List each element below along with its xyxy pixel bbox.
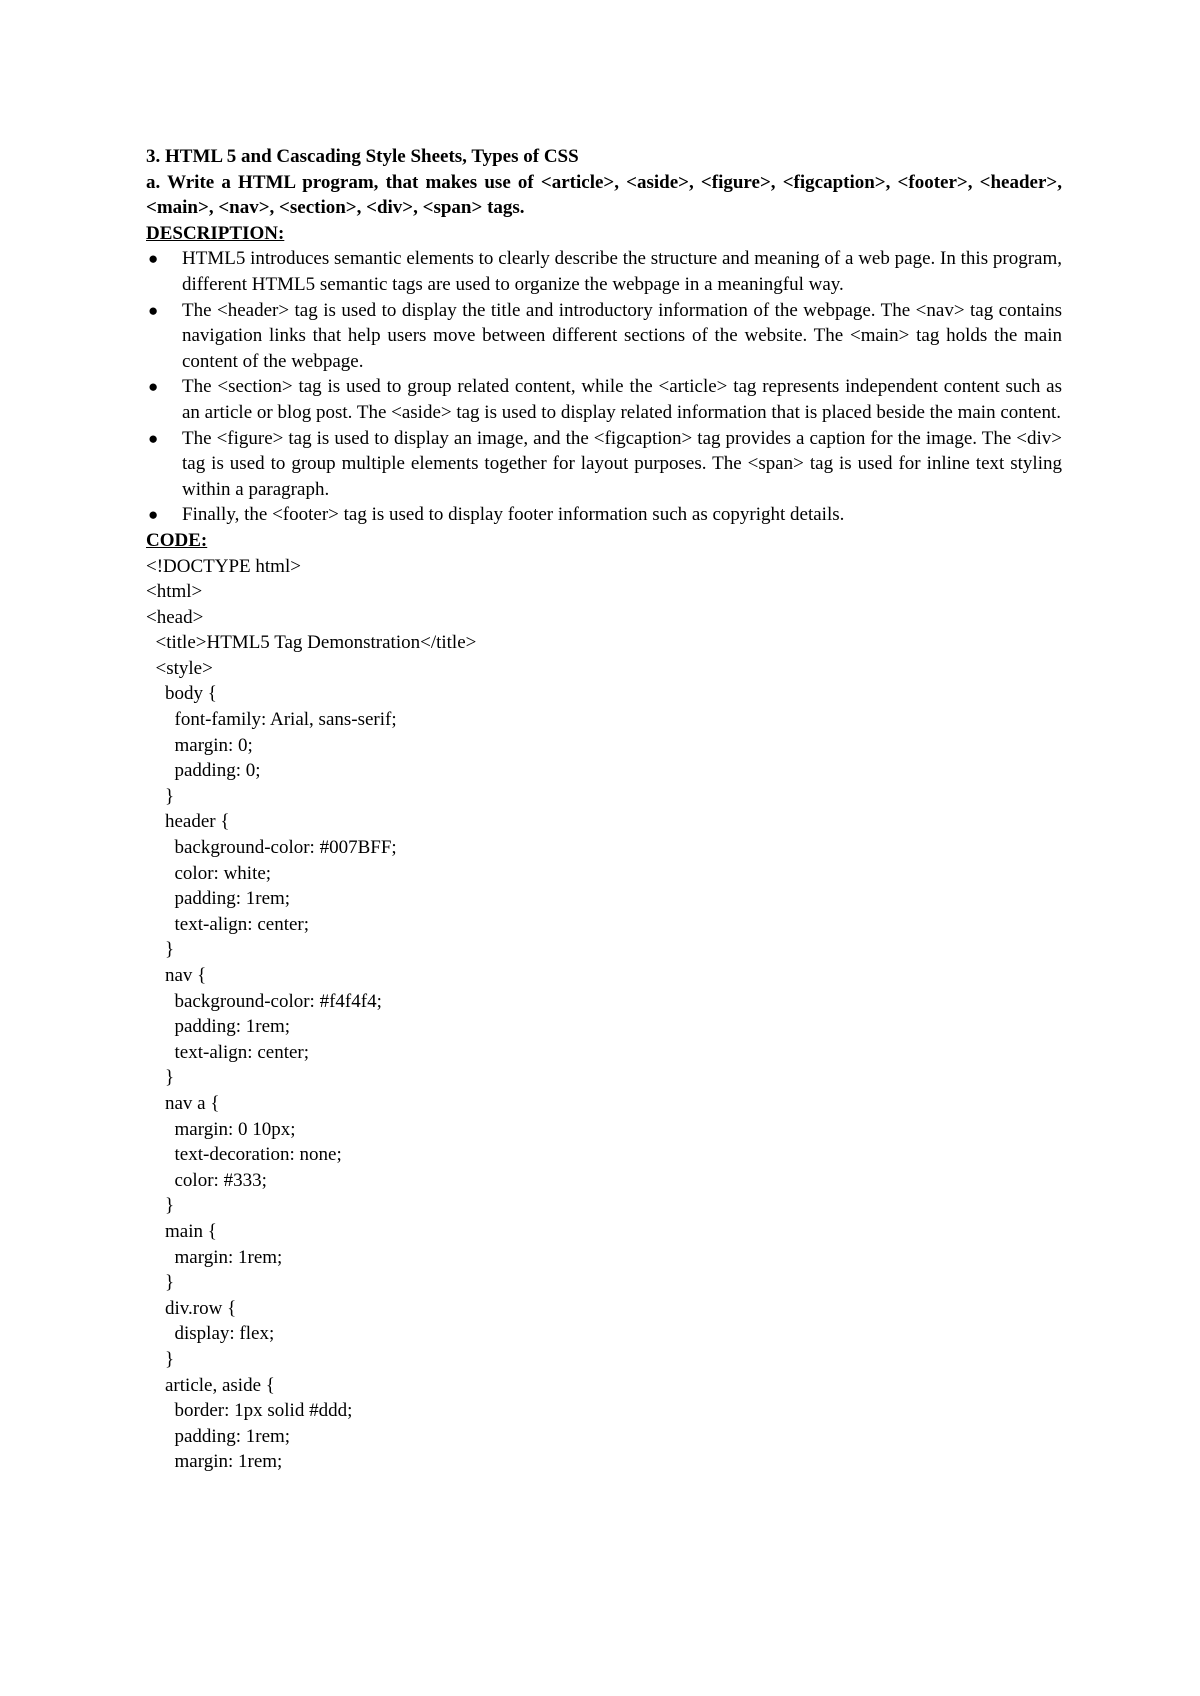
code-line: margin: 1rem; xyxy=(146,1246,283,1268)
list-item xyxy=(146,246,1062,297)
code-line: color: white; xyxy=(146,862,272,884)
code-line: color: #333; xyxy=(146,1169,267,1191)
list-item xyxy=(146,502,1062,528)
list-item-text: The <figure> tag is used to display an image, and the <figcaption> tag provides a caption for the image. The <div> tag is used to group multiple elements together for layout purposes. The <span> tag is used for inline text styling within a paragraph. xyxy=(182,427,1062,500)
code-line: } xyxy=(146,939,175,961)
code-line: background-color: #f4f4f4; xyxy=(146,990,382,1012)
code-line: text-align: center; xyxy=(146,913,310,935)
code-line: margin: 0; xyxy=(146,734,253,756)
list-item-text: HTML5 introduces semantic elements to clearly describe the structure and meaning of a web page. In this program, different HTML5 semantic tags are used to organize the webpage in a meaningful way. xyxy=(182,248,1062,295)
code-line: <style> xyxy=(146,657,213,679)
code-line: nav { xyxy=(146,965,207,986)
bullet-icon: ● xyxy=(148,505,159,525)
code-line: body { xyxy=(146,683,217,705)
code-line: background-color: #007BFF; xyxy=(146,837,397,859)
code-line: padding: 1rem; xyxy=(146,1425,291,1447)
code-line: margin: 0 10px; xyxy=(146,1118,296,1140)
list-item-text: The <section> tag is used to group related content, while the <article> tag represents independent content such as an article or blog post. The <aside> tag is used to display related information that is placed beside the main content. xyxy=(182,376,1062,423)
description-heading: DESCRIPTION: xyxy=(146,222,285,244)
code-line: <title>HTML5 Tag Demonstration</title> xyxy=(146,632,477,654)
list-item xyxy=(146,374,1062,425)
code-line: div.row { xyxy=(146,1297,237,1319)
list-item-text: The <header> tag is used to display the title and introductory information of the webpage. The <nav> tag contains navigation links that help users move between different sections of the website. The <main> tag holds the main content of the webpage. xyxy=(182,299,1062,372)
code-line: } xyxy=(146,1067,175,1089)
code-line: margin: 1rem; xyxy=(146,1451,283,1473)
list-item xyxy=(146,298,1062,375)
code-block xyxy=(146,554,1062,1475)
code-line: } xyxy=(146,1272,175,1294)
code-line: padding: 1rem; xyxy=(146,888,291,910)
code-line: text-align: center; xyxy=(146,1041,310,1063)
code-line: text-decoration: none; xyxy=(146,1144,342,1166)
code-line: header { xyxy=(146,811,230,833)
task-statement: a. Write a HTML program, that makes use of <article>, <aside>, <figure>, <figcaption>, <footer>, <header>, <main>, <nav>, <section>, <div>, <span> tags. xyxy=(146,171,1062,219)
code-line: font-family: Arial, sans-serif; xyxy=(146,709,397,731)
document-page xyxy=(146,144,1062,1475)
bullet-icon: ● xyxy=(148,249,159,269)
code-line: article, aside { xyxy=(146,1374,275,1396)
code-heading: CODE: xyxy=(146,529,208,551)
code-line: padding: 1rem; xyxy=(146,1016,291,1038)
code-line: } xyxy=(146,785,175,807)
list-item xyxy=(146,426,1062,503)
code-line: border: 1px solid #ddd; xyxy=(146,1400,353,1422)
code-line: } xyxy=(146,1195,175,1217)
code-line: nav a { xyxy=(146,1092,220,1114)
code-line: display: flex; xyxy=(146,1323,275,1345)
code-line: <!DOCTYPE html> xyxy=(146,555,301,577)
code-line: <head> xyxy=(146,606,204,628)
bullet-icon: ● xyxy=(148,428,159,448)
code-line: <html> xyxy=(146,581,203,603)
code-line: } xyxy=(146,1348,175,1370)
bullet-icon: ● xyxy=(148,300,159,320)
section-title: 3. HTML 5 and Cascading Style Sheets, Types of CSS xyxy=(146,146,579,167)
code-line: padding: 0; xyxy=(146,760,261,782)
code-line: main { xyxy=(146,1220,217,1242)
bullet-icon: ● xyxy=(148,377,159,397)
list-item-text: Finally, the <footer> tag is used to display footer information such as copyright details. xyxy=(182,504,845,526)
description-list xyxy=(146,246,1062,528)
